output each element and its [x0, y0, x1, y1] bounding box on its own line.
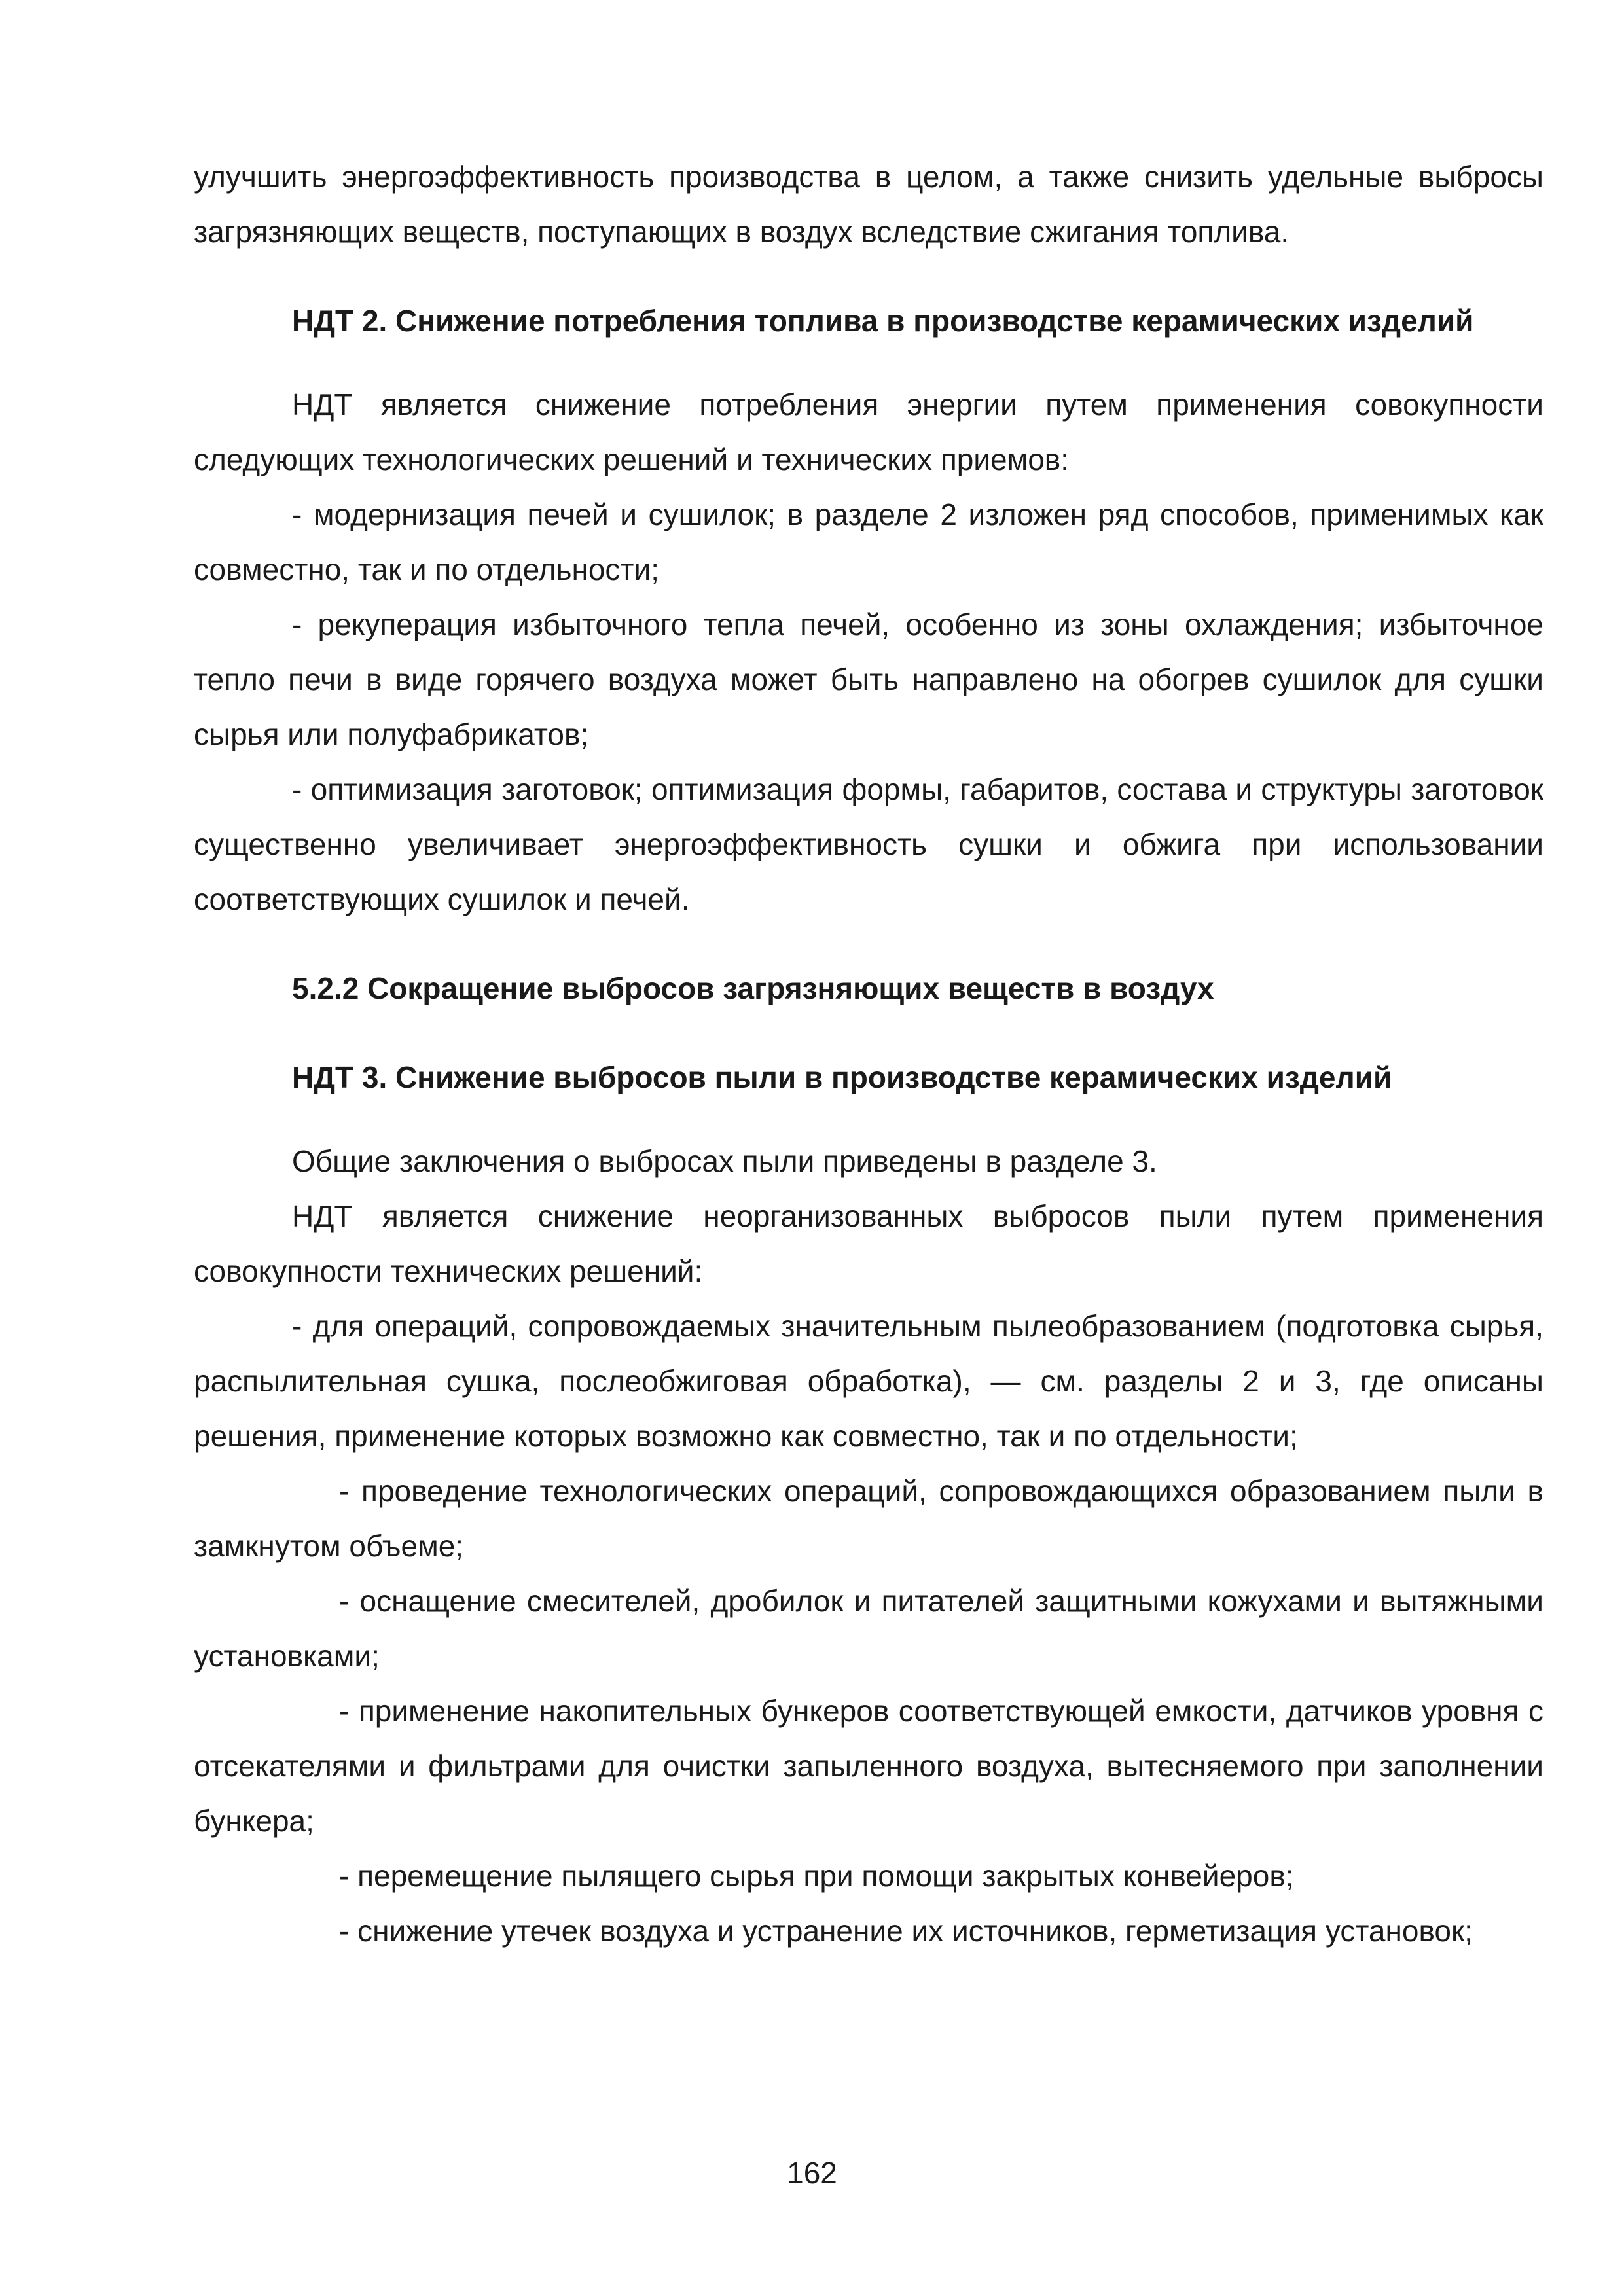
list-item: - модернизация печей и сушилок; в разделе 2 изложен ряд способов, применимых как совместно, так и по отдельности;: [194, 497, 1543, 586]
paragraph-continuation: улучшить энергоэффективность производства в целом, а также снизить удельные выбросы загрязняющих веществ, поступающих в воздух вследствие сжигания топлива.: [194, 160, 1543, 249]
list-item: - оптимизация заготовок; оптимизация формы, габаритов, состава и структуры заготовок существенно увеличивает энергоэффективность сушки и обжига при использовании соответствующих сушилок и печей.: [194, 772, 1543, 916]
paragraph-ndt3-intro: НДТ является снижение неорганизованных выбросов пыли путем применения совокупности технических решений:: [194, 1199, 1543, 1288]
list-item: - для операций, сопровождаемых значительным пылеобразованием (подготовка сырья, распылительная сушка, послеобжиговая обработка), — см. разделы 2 и 3, где описаны решения, применение которых возможно как совместно, так и по отдельности;: [194, 1309, 1543, 1453]
list-subitem: - оснащение смесителей, дробилок и питателей защитными кожухами и вытяжными установками;: [194, 1584, 1543, 1673]
list-subitem: - проведение технологических операций, сопровождающихся образованием пыли в замкнутом объеме;: [194, 1474, 1543, 1563]
paragraph-ndt2-intro: НДТ является снижение потребления энергии путем применения совокупности следующих технологических решений и технических приемов:: [194, 387, 1543, 476]
paragraph-ndt3-general: Общие заключения о выбросах пыли приведены в разделе 3.: [292, 1144, 1157, 1178]
list-subitem: - снижение утечек воздуха и устранение их источников, герметизация установок;: [339, 1914, 1473, 1948]
page-number: 162: [787, 2156, 837, 2190]
list-subitem: - применение накопительных бункеров соответствующей емкости, датчиков уровня с отсекателями и фильтрами для очистки запыленного воздуха, вытесняемого при заполнении бункера;: [194, 1694, 1543, 1838]
heading-ndt-2: НДТ 2. Снижение потребления топлива в производстве керамических изделий: [292, 304, 1474, 338]
heading-ndt-3: НДТ 3. Снижение выбросов пыли в производстве керамических изделий: [292, 1060, 1392, 1094]
document-body: [194, 149, 1543, 1958]
heading-section-5-2-2: 5.2.2 Сокращение выбросов загрязняющих веществ в воздух: [292, 971, 1214, 1005]
list-subitem: - перемещение пылящего сырья при помощи закрытых конвейеров;: [339, 1859, 1294, 1893]
list-item: - рекуперация избыточного тепла печей, особенно из зоны охлаждения; избыточное тепло печи в виде горячего воздуха может быть направлено на обогрев сушилок для сушки сырья или полуфабрикатов;: [194, 607, 1543, 751]
